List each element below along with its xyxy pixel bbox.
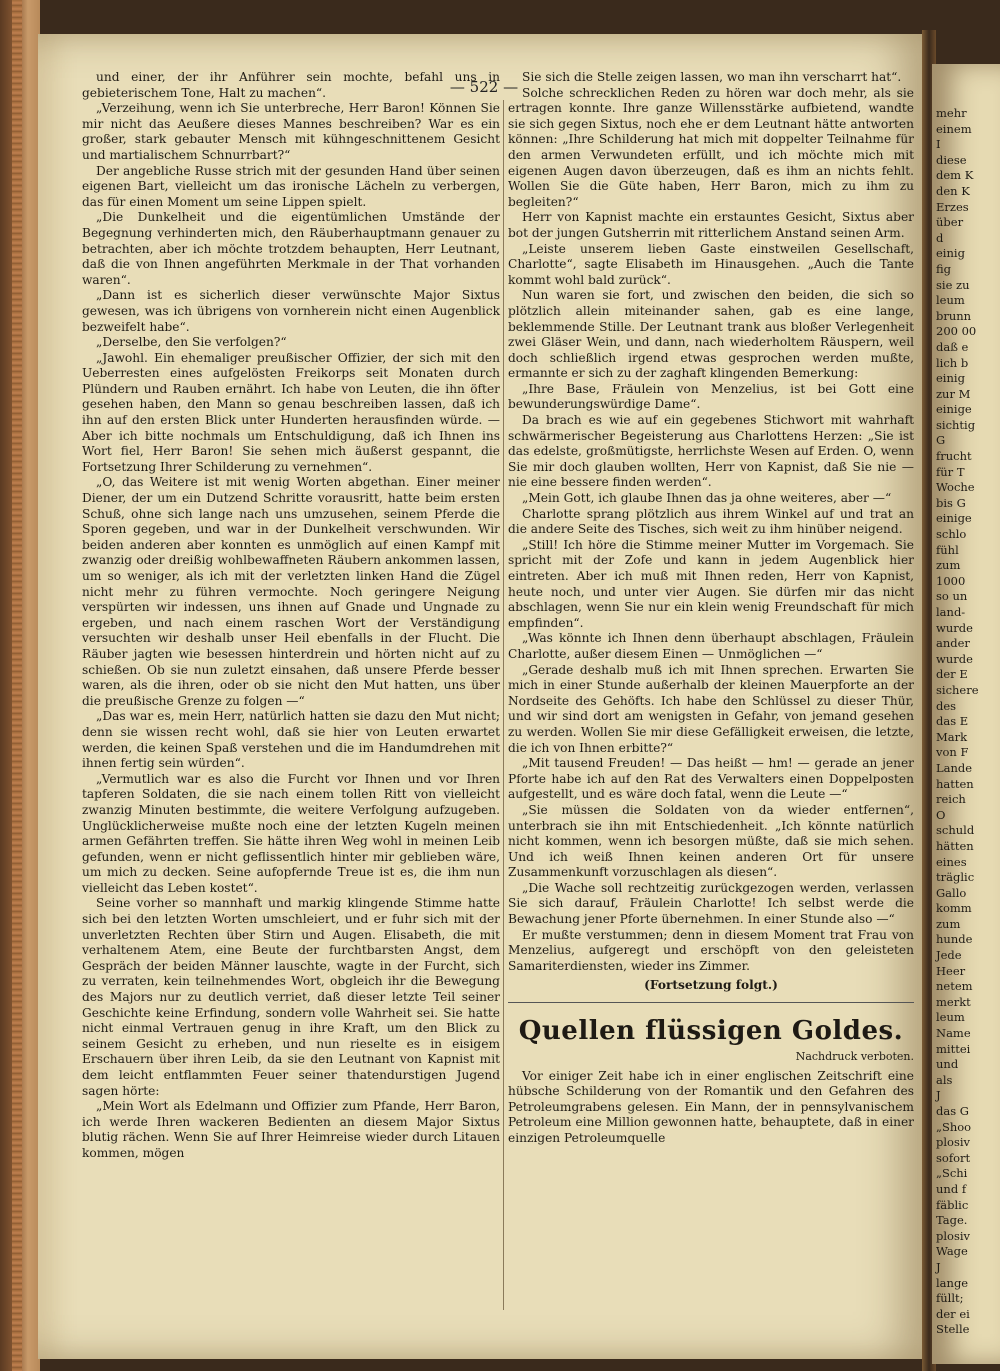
next-page-fragment: G bbox=[936, 433, 946, 448]
paragraph: „Verzeihung, wenn ich Sie unterbreche, Herr Baron! Können Sie mir nicht das Aeußere dieses Mannes beschreiben? War es ein großer, stark gebauter Mensch mit kühngeschnittenem Gesicht und martialischem Schnurrbart?“ bbox=[82, 101, 500, 162]
next-page-fragment: sie zu bbox=[936, 277, 970, 292]
paragraph: „Ihre Base, Fräulein von Menzelius, ist bei Gott eine bewunderungswürdige Dame“. bbox=[508, 381, 914, 412]
next-page-fragment: Stelle bbox=[936, 1322, 970, 1337]
story-continuation bbox=[508, 70, 914, 974]
next-page-fragment: ander bbox=[936, 636, 970, 651]
next-page-fragment: Erzes bbox=[936, 199, 969, 214]
next-page-fragment: „Schi bbox=[936, 1166, 968, 1181]
next-page-fragment: reich bbox=[936, 792, 966, 807]
next-page-fragment: das E bbox=[936, 714, 969, 729]
page-number: — 522 — bbox=[449, 78, 519, 96]
next-page-fragment: „Shoo bbox=[936, 1119, 972, 1134]
paragraph: Nun waren sie fort, und zwischen den beiden, die sich so plötzlich allein miteinander sahen, gab es eine lange, beklemmende Stille. Der Leutnant trank aus bloßer Verlegenheit zwei Gläser Wein, und dann, nach wiederholtem Räuspern, weil doch schließlich irgend etwas gesprochen werden mußte, ermannte er sich zu der zaghaft klingenden Bemerkung: bbox=[508, 288, 914, 381]
next-page-fragment: schlo bbox=[936, 527, 967, 542]
paragraph: „Jawohl. Ein ehemaliger preußischer Offizier, der sich mit den Ueberresten eines aufgelösten Freikorps seit Monaten durch Plündern und Rauben ernährt. Ich habe von Leuten, die ihn öfter gesehen haben, den Mann so genau beschreiben lassen, daß ich ihn auf den ersten Blick unter Hunderten herausfinden würde. — Aber ich bitte nochmals um Entschuldigung, daß ich Ihnen ins Wort fiel, Herr Baron! Sie sehen mich äußerst gespannt, die Fortsetzung Ihrer Schilderung zu vernehmen“. bbox=[82, 350, 500, 474]
next-page-fragment: fäblic bbox=[936, 1197, 969, 1212]
next-page-fragment: über bbox=[936, 215, 964, 230]
next-page-fragment: wurde bbox=[936, 620, 973, 635]
next-page-fragment: träglic bbox=[936, 870, 975, 885]
paragraph: „O, das Weitere ist mit wenig Worten abgethan. Einer meiner Diener, der um ein Dutzend Schritte vorausritt, hatte beim ersten Schuß, ohne sich lange nach uns umzusehen, seinem Pferde die Sporen gegeben, und war in der Dunkelheit verschwunden. Wir beiden anderen aber konnten es unmöglich auf einen Kampf mit zwanzig oder dreißig wohlbewaffneten Räubern ankommen lassen, um so weniger, als ich mit der verletzten linken Hand die Zügel nicht mehr zu führen vermochte. Noch geringere Neigung verspürten wir indessen, uns ihnen auf Gnade und Ungnade zu ergeben, und nach einem raschen Wort der Verständigung versuchten wir deshalb unser Heil ebenfalls in der Flucht. Die Räuber jagten wie besessen hinterdrein und hörten nicht auf zu schießen. Ob sie nun zuletzt einsahen, daß unsere Pferde besser waren, als die ihren, oder ob sie nicht den Mut hatten, uns über die preußische Grenze zu folgen —“ bbox=[82, 475, 500, 708]
next-page-fragment: komm bbox=[936, 901, 972, 916]
next-page-fragment: lich b bbox=[936, 355, 969, 370]
next-page-fragment: leum bbox=[936, 293, 965, 308]
paragraph: „Was könnte ich Ihnen denn überhaupt abschlagen, Fräulein Charlotte, außer diesem Einen — Unmöglichen —“ bbox=[508, 631, 914, 661]
next-page-fragment: einig bbox=[936, 246, 965, 261]
next-page-fragment: das G bbox=[936, 1104, 969, 1118]
next-page-fragment: Tage. bbox=[936, 1213, 968, 1228]
paragraph: „Vermutlich war es also die Furcht vor Ihnen und vor Ihren tapferen Soldaten, die sie nach einem tollen Ritt von vielleicht zwanzig Minuten bestimmte, die weitere Verfolgung aufzugeben. Unglücklicherweise mußte noch eine der letzten Kugeln meinen armen Gefährten treffen. Sie hätte ihren Weg wohl in meinen Leib gefunden, wenn er nicht geflissentlich hinter mir geblieben wäre, um mich zu decken. Seine aufopfernde Treue ist es, die ihm nun vielleicht das Leben kostet“. bbox=[82, 771, 500, 895]
paragraph: „Mein Wort als Edelmann und Offizier zum Pfande, Herr Baron, ich werde Ihren wackeren Bedienten an diesem Major Sixtus blutig rächen. Wenn Sie auf Ihrer Heimreise wieder durch Litauen kommen, mögen bbox=[82, 1099, 500, 1160]
paragraph: „Sie müssen die Soldaten von da wieder entfernen“, unterbrach sie ihn mit Entschiedenheit. „Ich könnte natürlich nicht kommen, wenn ich besorgen müßte, daß sie mich sehen. Und ich weiß Ihnen keinen anderen Ort für unsere Zusammenkunft vorzuschlagen als diesen“. bbox=[508, 802, 914, 880]
next-page-fragment: diese bbox=[936, 152, 967, 167]
next-page-fragment: hunde bbox=[936, 932, 973, 947]
next-page-fragment: 1000 bbox=[936, 573, 966, 588]
next-page-fragment: 200 00 bbox=[936, 324, 977, 339]
paragraph: „Still! Ich höre die Stimme meiner Mutter im Vorgemach. Sie spricht mit der Zofe und kann in jedem Augenblick hier eintreten. Aber ich muß mit Ihnen reden, Herr von Kapnist, heute noch, und unter vier Augen. Sie dürfen mir das nicht abschlagen, wenn Sie nur ein klein wenig Freundschaft für mich empfinden“. bbox=[508, 537, 914, 630]
paragraph: „Leiste unserem lieben Gaste einstweilen Gesellschaft, Charlotte“, sagte Elisabeth im Hinausgehen. „Auch die Tante kommt wohl bald zurück“. bbox=[508, 241, 914, 287]
next-page-fragment: hatten bbox=[936, 776, 974, 791]
book-spine bbox=[0, 0, 40, 1371]
next-page-fragment: leum bbox=[936, 1010, 965, 1025]
paragraph: „Die Dunkelheit und die eigentümlichen Umstände der Begegnung verhinderten mich, den Räuberhauptmann genauer zu betrachten, aber ich möchte trotzdem behaupten, Herr Leutnant, daß die von Ihnen angeführten Merkmale in der That vorhanden waren“. bbox=[82, 210, 500, 287]
next-page-fragment: der ei bbox=[936, 1306, 970, 1321]
next-page-fragment: und f bbox=[936, 1181, 967, 1196]
paragraph: „Mein Gott, ich glaube Ihnen das ja ohne weiteres, aber —“ bbox=[522, 491, 892, 506]
next-page-fragment: sofort bbox=[936, 1150, 971, 1165]
paragraph: „Gerade deshalb muß ich mit Ihnen sprechen. Erwarten Sie mich in einer Stunde außerhalb der kleinen Mauerpforte an der Nordseite des Gehöfts. Ich habe den Schlüssel zu dieser Thür, und wir sind dort am wenigsten in Gefahr, von jemand gesehen zu werden. Wollen Sie mir diese Gefälligkeit erweisen, die letzte, die ich von Ihnen erbitte?“ bbox=[508, 662, 914, 755]
next-page-fragment: zur M bbox=[936, 386, 971, 401]
next-page-fragment: I bbox=[936, 137, 941, 152]
next-page-fragment: hätten bbox=[936, 838, 974, 853]
next-page-fragment: füllt; bbox=[936, 1291, 964, 1306]
next-page-text bbox=[936, 106, 1000, 1338]
paragraph: „Dann ist es sicherlich dieser verwünschte Major Sixtus gewesen, was ich übrigens von vornherein nicht einen Augenblick bezweifelt habe“. bbox=[82, 288, 500, 334]
next-page-fragment: d bbox=[936, 230, 944, 245]
text-column-left bbox=[82, 70, 500, 1162]
next-page-fragment: einem bbox=[936, 121, 972, 136]
next-page-fragment: lange bbox=[936, 1275, 969, 1290]
next-page-fragment: so un bbox=[936, 589, 968, 604]
next-page-fragment: daß e bbox=[936, 339, 969, 354]
next-page-fragment: von F bbox=[936, 745, 969, 760]
next-page-fragment: des bbox=[936, 698, 957, 713]
paragraph: „Die Wache soll rechtzeitig zurückgezogen werden, verlassen Sie sich darauf, Fräulein Charlotte! Ich selbst werde die Bewachung jener Pforte übernehmen. In einer Stunde also —“ bbox=[508, 880, 914, 927]
next-page-fragment: J bbox=[936, 1259, 941, 1274]
next-page-fragment: zum bbox=[936, 558, 961, 573]
paragraph: „Das war es, mein Herr, natürlich hatten sie dazu den Mut nicht; denn sie wissen recht wohl, daß sie hier von Leuten erwartet werden, die keinen Spaß verstehen und die im Handumdrehen mit ihnen fertig sein würden“. bbox=[82, 709, 500, 771]
paragraph: Da brach es wie auf ein gegebenes Stichwort mit wahrhaft schwärmerischer Begeisterung aus Charlottens Herzen: „Sie ist das edelste, großmütigste, herrlichste Wesen auf Erden. O, wenn Sie mir doch glauben wollten, Herr von Kapnist, daß Sie nie — nie eine bessere finden werden“. bbox=[508, 413, 914, 490]
article-title: Quellen flüssigen Goldes. bbox=[518, 1016, 904, 1047]
next-page-fragment: Jede bbox=[936, 948, 962, 963]
next-page-fragment: Mark bbox=[936, 729, 968, 744]
next-page-fragment: als bbox=[936, 1072, 953, 1087]
column-divider bbox=[503, 100, 504, 1310]
next-page-fragment: frucht bbox=[936, 449, 972, 464]
continuation-note: (Fortsetzung folgt.) bbox=[644, 978, 778, 993]
next-page-fragment: O bbox=[936, 807, 946, 822]
next-page-fragment: J bbox=[936, 1088, 941, 1103]
text-column-right bbox=[508, 70, 914, 1147]
next-page-fragment: fig bbox=[936, 261, 952, 276]
next-page-fragment: merkt bbox=[936, 994, 971, 1009]
next-page-fragment: dem K bbox=[936, 168, 974, 183]
next-page-fragment: netem bbox=[936, 979, 973, 994]
next-page-fragment: mittei bbox=[936, 1041, 971, 1056]
next-page-fragment: zum bbox=[936, 916, 961, 931]
next-page-fragment: Woche bbox=[936, 480, 975, 495]
next-page-fragment: Name bbox=[936, 1026, 971, 1041]
next-page-fragment: eines bbox=[936, 854, 967, 869]
section-divider bbox=[508, 1002, 914, 1003]
next-page-fragment: für T bbox=[936, 464, 965, 479]
next-page-fragment: plosiv bbox=[936, 1135, 971, 1150]
next-page-fragment: sichere bbox=[936, 682, 979, 697]
paragraph: Er mußte verstummen; denn in diesem Moment trat Frau von Menzelius, aufgeregt und erschöpft von den geleisteten Samariterdiensten, wieder ins Zimmer. bbox=[508, 927, 914, 973]
next-page-fragment: Lande bbox=[936, 760, 973, 775]
next-page-fragment: bis G bbox=[936, 495, 966, 510]
next-page-fragment: plosiv bbox=[936, 1228, 971, 1243]
paragraph: Herr von Kapnist machte ein erstauntes Gesicht, Sixtus aber bot der jungen Gutsherrin mit ritterlichem Anstand seinen Arm. bbox=[508, 210, 914, 240]
next-page-fragment: einige bbox=[936, 402, 972, 417]
reprint-note: Nachdruck verboten. bbox=[795, 1050, 914, 1064]
next-page-fragment: einig bbox=[936, 371, 965, 386]
paragraph: „Derselbe, den Sie verfolgen?“ bbox=[96, 335, 287, 350]
paragraph: Sie sich die Stelle zeigen lassen, wo man ihn verscharrt hat“. bbox=[522, 70, 902, 84]
next-page-fragment: fühl bbox=[936, 542, 959, 557]
next-page-fragment: Wage bbox=[936, 1244, 968, 1259]
next-page-fragment: Heer bbox=[936, 963, 966, 978]
next-page-fragment: mehr bbox=[936, 106, 967, 120]
next-page-fragment: den K bbox=[936, 183, 970, 198]
paragraph: Solche schrecklichen Reden zu hören war doch mehr, als sie ertragen konnte. Ihre ganze Willensstärke aufbietend, wandte sie sich gegen Sixtus, noch ehe er dem Leutnant hätte antworten können: „Ihre Schilderung hat mich mit doppelter Teilnahme für den armen Verwundeten erfüllt, und ich möchte mich mit eigenen Augen davon überzeugen, daß es ihm an nichts fehlt. Wollen Sie die Güte haben, Herr Baron, mich zu ihm zu begleiten?“ bbox=[508, 85, 914, 209]
paragraph: Seine vorher so mannhaft und markig klingende Stimme hatte sich bei den letzten Worten umschleiert, und er fuhr sich mit der unverletzten Rechten über Stirn und Augen. Elisabeth, die mit verhaltenem Atem, eine Beute der furchtbarsten Angst, dem Gespräch der beiden Männer lauschte, wagte in der Furcht, sich zu verraten, kein teilnehmendes Wort, obgleich ihr die Bewegung des Majors nur zu deutlich verriet, daß dieser letzte Teil seiner Geschichte keine Erfindung, sondern volle Wahrheit sei. Sie hatte nicht einmal Vertrauen genug in ihre Kraft, um den Blick zu seinem Gesicht zu erheben, und nun rieselte es in eisigem Erschauern über ihren Leib, da sie den Leutnant von Kapnist mit dem leicht entflammten Feuer seiner thatendurstigen Jugend sagen hörte: bbox=[82, 896, 500, 1098]
paragraph: Charlotte sprang plötzlich aus ihrem Winkel auf und trat an die andere Seite des Tisches, sich weit zu ihm hinüber neigend. bbox=[508, 506, 914, 537]
next-page-fragment: Gallo bbox=[936, 885, 967, 900]
next-page-edge bbox=[932, 64, 1000, 1364]
next-page-fragment: brunn bbox=[936, 308, 972, 323]
article-paragraph: Vor einiger Zeit habe ich in einer englischen Zeitschrift eine hübsche Schilderung von der Romantik und den Gefahren des Petroleumgrabens gelesen. Ein Mann, der in pennsylvanischem Petroleum eine Million gewonnen hatte, behauptete, daß in einer einzigen Petroleumquelle bbox=[508, 1068, 914, 1145]
next-page-fragment: und bbox=[936, 1057, 959, 1072]
paragraph: Der angebliche Russe strich mit der gesunden Hand über seinen eigenen Bart, vielleicht um das ironische Lächeln zu verbergen, das für einen Moment um seine Lippen spielt. bbox=[82, 163, 500, 209]
next-page-fragment: einige bbox=[936, 511, 972, 526]
paragraph: „Mit tausend Freuden! — Das heißt — hm! — gerade an jener Pforte habe ich auf den Rat des Verwalters einen Doppelposten aufgestellt, und es wäre doch fatal, wenn die Leute —“ bbox=[508, 756, 914, 802]
paragraph: und einer, der ihr Anführer sein mochte, befahl uns in gebieterischem Tone, Halt zu machen“. bbox=[82, 70, 500, 100]
next-page-fragment: wurde bbox=[936, 651, 973, 666]
next-page-fragment: schuld bbox=[936, 823, 975, 838]
next-page-fragment: land- bbox=[936, 605, 966, 619]
next-page-fragment: der E bbox=[936, 667, 968, 682]
next-page-fragment: sichtig bbox=[936, 417, 976, 432]
